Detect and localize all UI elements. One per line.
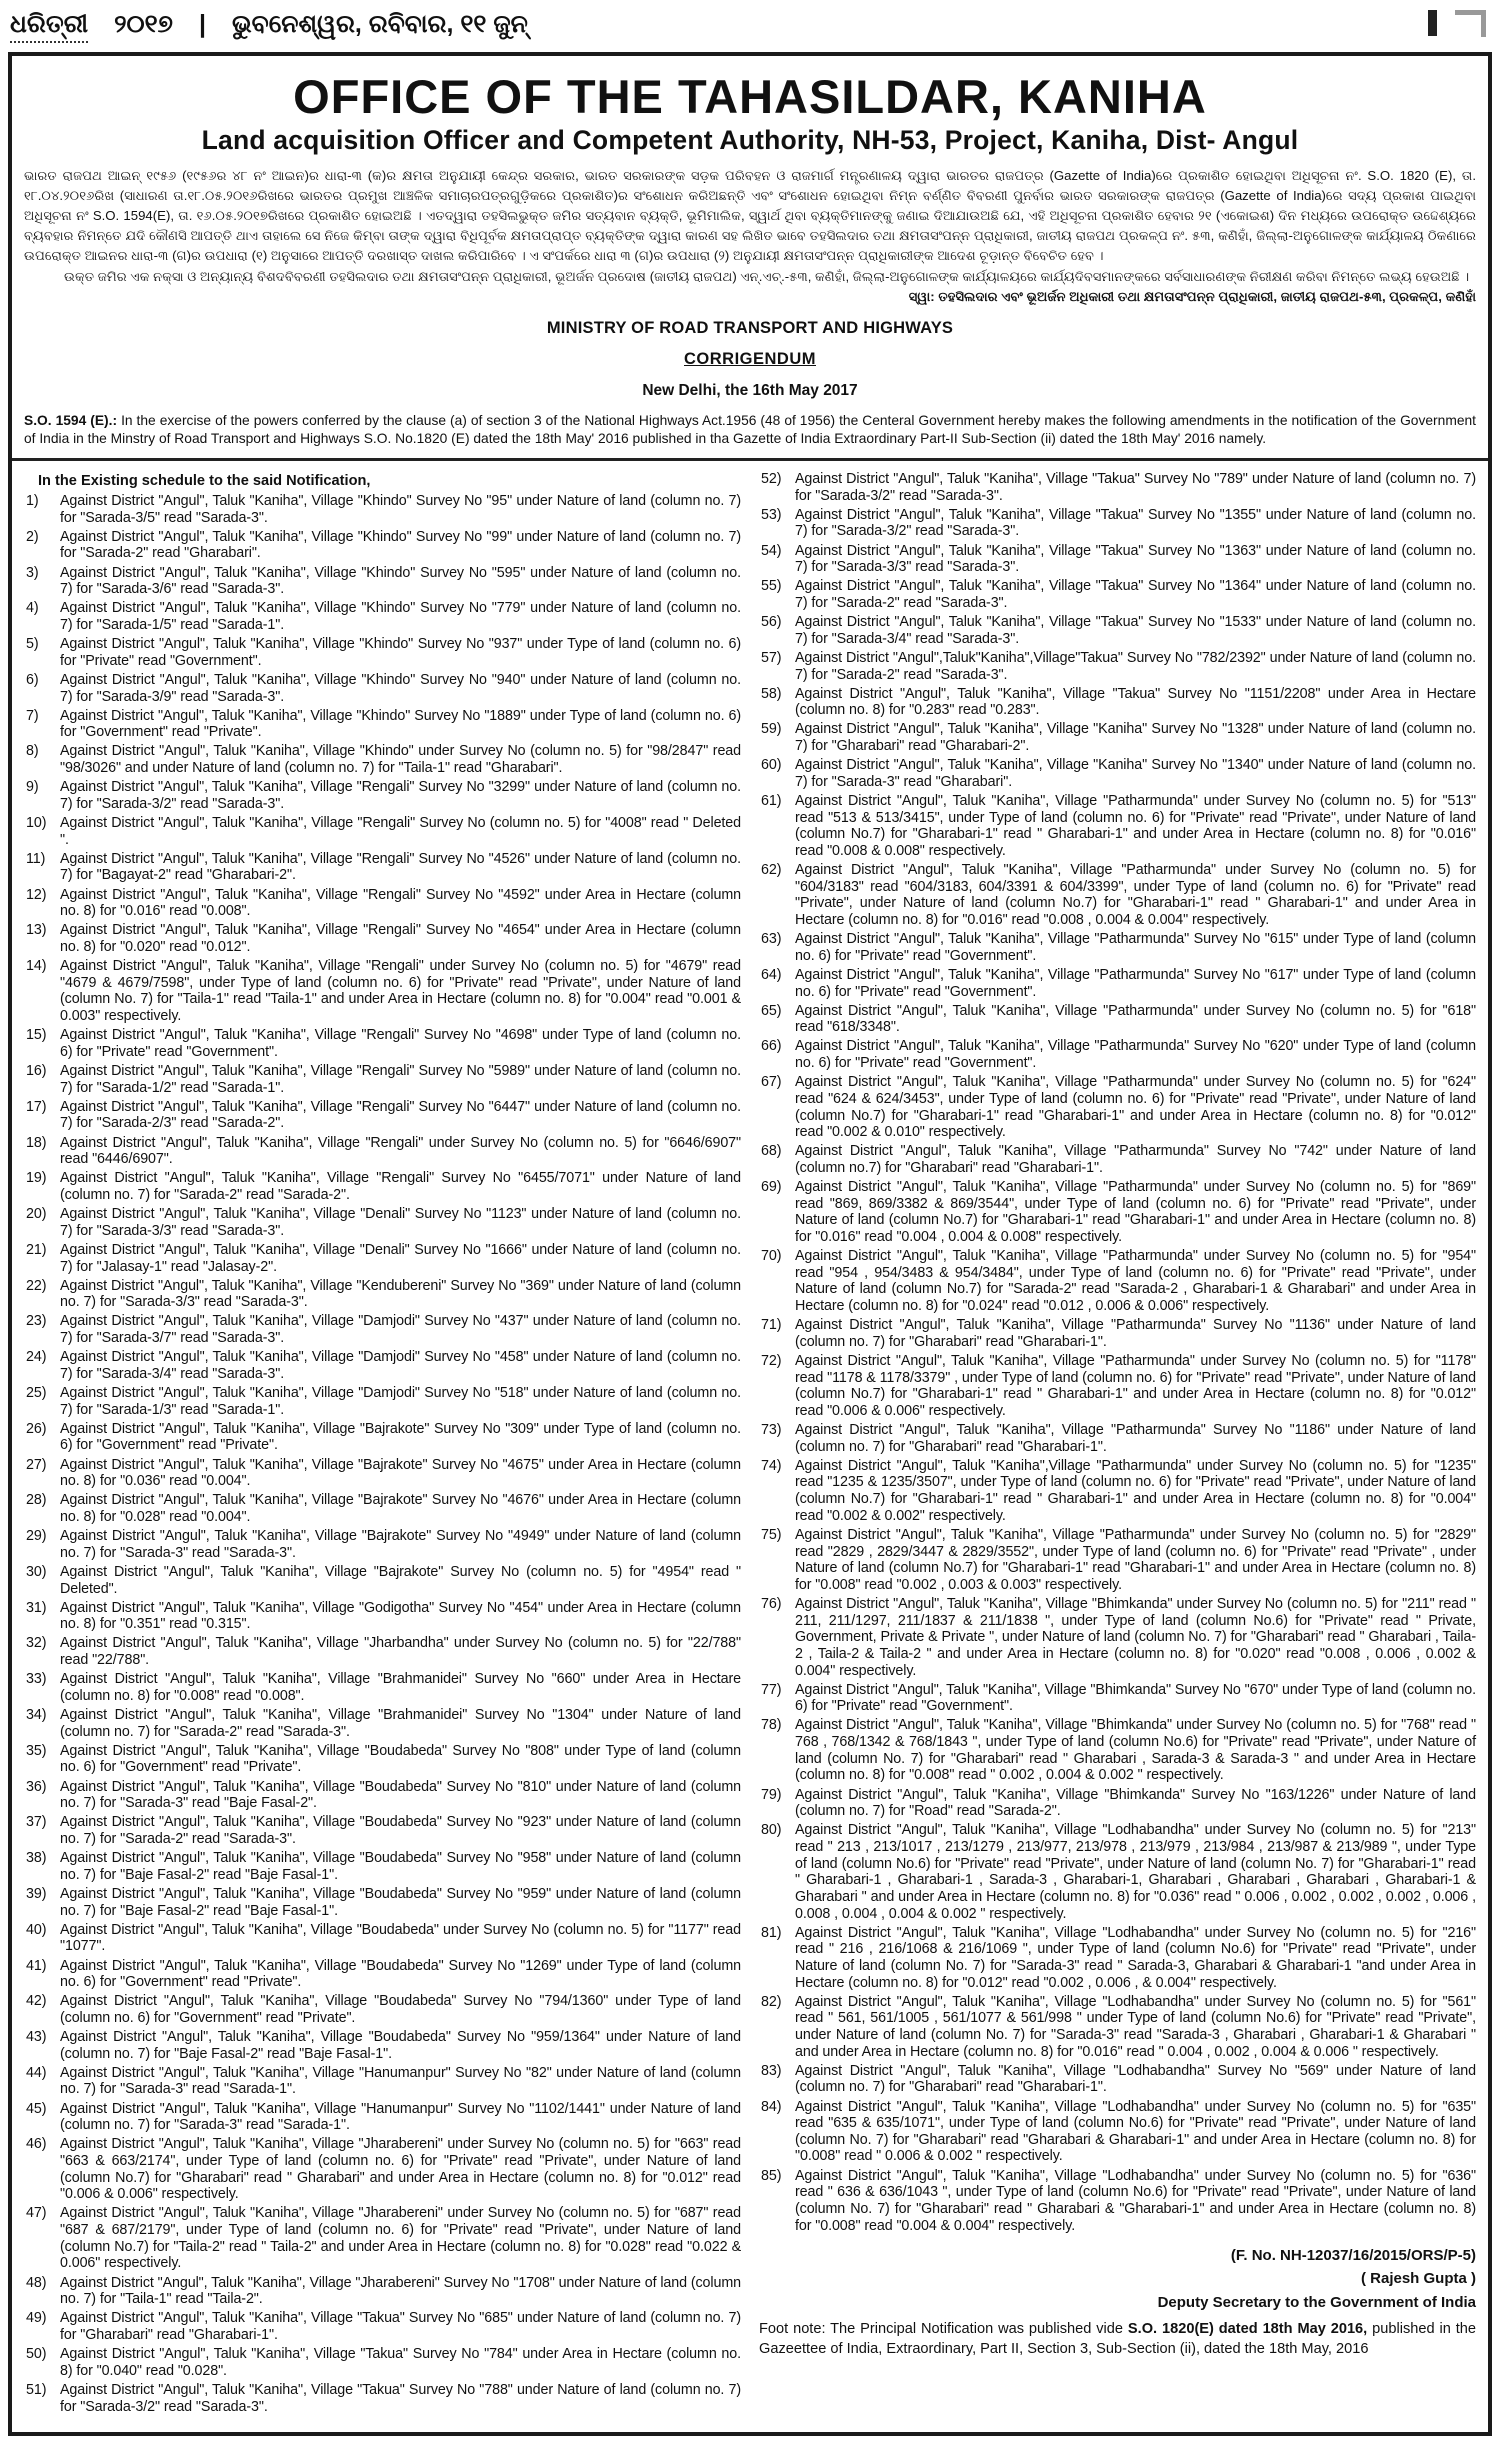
item-text: Against District "Angul",Taluk"Kaniha",Village"Takua" Survey No "782/2392" under Nature of land (column no. 7) for "Sarada-2" read "Sarada-3". xyxy=(795,649,1476,683)
foot-note xyxy=(759,2320,1476,2359)
item-text: Against District "Angul", Taluk "Kaniha", Village "Boudabeda" Survey No "923" under Nature of land (column no. 7) for "Sarada-2" read "Sarada-3". xyxy=(60,1814,741,1848)
list-item xyxy=(24,1421,741,1454)
item-number: 65) xyxy=(761,1002,782,1019)
item-text: Against District "Angul", Taluk "Kaniha", Village "Bajrakote" Survey No "4676" under Area in Hectare (column no. 8) for "0.028" read "0.004". xyxy=(60,1492,741,1525)
list-item xyxy=(759,686,1476,719)
list-item xyxy=(24,1313,741,1346)
newspaper-logo: ଧରିତ୍ରୀ xyxy=(10,10,88,43)
item-number: 58) xyxy=(761,685,782,702)
list-item xyxy=(759,1822,1476,1922)
list-item xyxy=(24,2101,741,2134)
item-number: 26) xyxy=(26,1420,47,1437)
item-number: 18) xyxy=(26,1134,47,1151)
item-number: 23) xyxy=(26,1313,47,1330)
list-item xyxy=(24,1993,741,2026)
item-number: 82) xyxy=(761,1993,782,2010)
item-text: Against District "Angul", Taluk "Kaniha", Village "Kendubereni" Survey No "369" under Nature of land (column no. 7) for "Sarada-3/3" read "Sarada-3". xyxy=(60,1277,741,1311)
item-number: 10) xyxy=(26,815,47,831)
signatory-name: ( Rajesh Gupta ) xyxy=(1360,2270,1476,2288)
item-text: Against District "Angul", Taluk "Kaniha", Village "Boudabeda" Survey No "959/1364" under Nature of land (column no. 7) for "Baje Fasal-2" read "Baje Fasal-1". xyxy=(60,2029,741,2062)
item-text: Against District "Angul", Taluk "Kaniha", Village "Takua" Survey No "784" under Area in Hectare (column no. 8) for "0.040" read "0.028". xyxy=(60,2346,741,2379)
item-number: 19) xyxy=(26,1170,47,1187)
item-text: Against District "Angul", Taluk "Kaniha", Village "Khindo" under Survey No (column no. 5) for "98/2847" read "98/3026" and under Nature of land (column no. 7) for "Taila-1" read "Gharabari". xyxy=(60,743,741,777)
list-item xyxy=(24,529,741,562)
item-number: 17) xyxy=(26,1098,47,1115)
item-number: 61) xyxy=(761,793,782,809)
item-number: 3) xyxy=(26,564,39,581)
list-item xyxy=(759,2099,1476,2166)
item-text: Against District "Angul", Taluk "Kaniha", Village "Khindo" Survey No "940" under Nature of land (column no. 7) for "Sarada-3/9" read "Sarada-3". xyxy=(60,671,741,705)
item-number: 75) xyxy=(761,1526,782,1543)
registration-corner-mark xyxy=(1455,10,1486,37)
ministry-heading: MINISTRY OF ROAD TRANSPORT AND HIGHWAYS xyxy=(546,319,954,338)
item-text: Against District "Angul", Taluk "Kaniha", Village "Patharmunda" under Survey No (column no. 5) for "1178" read "1178 & 1178/3379" , under Type of land (column no. 6) for "Private" read "Private", under Nature of land (column No.7) for "Gharabari-1" read " Gharabari-1" and under Area in Hectare (column no. 8) for "0.012" read "0.006 & 0.006" respectively. xyxy=(795,1353,1476,1419)
list-item xyxy=(24,1278,741,1311)
item-text: Against District "Angul", Taluk "Kaniha", Village "Bajrakote" Survey No "309" under Type of land (column no. 6) for "Government" read "Private". xyxy=(60,1420,741,1454)
item-number: 20) xyxy=(26,1206,47,1223)
item-number: 66) xyxy=(761,1038,782,1055)
list-item xyxy=(24,636,741,669)
item-number: 70) xyxy=(761,1248,782,1265)
list-item xyxy=(759,471,1476,504)
item-text: Against District "Angul", Taluk "Kaniha", Village "Damjodi" Survey No "458" under Nature of land (column no. 7) for "Sarada-3/4" read "Sarada-3". xyxy=(60,1349,741,1382)
item-text: Against District "Angul", Taluk "Kaniha", Village "Boudabeda" under Survey No (column no. 5) for "1177" read "1077". xyxy=(60,1921,741,1955)
item-number: 48) xyxy=(26,2274,47,2291)
odia-intro-paragraph: ଭାରତ ରାଜପଥ ଆଇନ୍ ୧୯୫୬ (୧୯୫୬ର ୪୮ ନଂ ଆଇନ)ର ଧାରା-୩ (କ)ର କ୍ଷମତା ଅନୁଯାୟୀ କେନ୍ଦ୍ର ସରକାର, ଭାରତ ସରକାରଙ୍କ ସଡ଼କ ପରିବହନ ଓ ରାଜମାର୍ଗ ମନ୍ତ୍ରଣାଳୟ ଦ୍ୱାରା ଭାରତର ରାଜପତ୍ର (Gazette of India)ରେ ପ୍ରକାଶିତ ହୋଇଥିବା ଅଧିସୂଚନା ନଂ. S.O. 1820 (E), ତା. ୧୮.୦୪.୨୦୧୬ରିଖ (ସାଧାରଣ ତା.୧୮.୦୫.୨୦୧୬ରିଖରେ ଭାରତର ପ୍ରମୁଖ ଆଞ୍ଚଳିକ ସମାଚାରପତ୍ରଗୁଡ଼ିକରେ ପ୍ରକାଶିତ)ର ସଂଶୋଧନ କରିଅଛନ୍ତି ଏବଂ ସଂଶୋଧନ ହୋଇଥିବା ନିମ୍ନ ବର୍ଣ୍ଣିତ ବିବରଣୀ ପୁନର୍ବାର ଭାରତ ସରକାରଙ୍କ ରାଜପତ୍ର (Gazette of India)ରେ ସଦ୍ୟ ପ୍ରକାଶ ପାଇଥିବା ଅଧିସୂଚନା ନଂ S.O. 1594(E), ତା. ୧୬.୦୫.୨୦୧୭ରିଖରେ ପ୍ରକାଶିତ ହୋଇଅଛି । ଏତଦ୍ୱାରା ତହସିଲଭୁକ୍ତ ଜମିର ସତ୍ୟବାନ ବ୍ୟକ୍ତି, ଭୂମିମାଲିକ, ସ୍ୱାର୍ଥ ଥିବା ବ୍ୟକ୍ତିମାନଙ୍କୁ ଜଣାଇ ଦିଆଯାଉଅଛି ଯେ, ଏହି ଅଧିସୂଚନା ପ୍ରକାଶିତ ହେବାର ୨୧ (ଏକୋଇଶ) ଦିନ ମଧ୍ୟରେ ଉପରୋକ୍ତ ଉଦ୍ଦେଶ୍ୟରେ ବ୍ୟବହାର ନିମନ୍ତେ ଯଦି କୌଣସି ଆପତ୍ତି ଥାଏ ତାହାଲେ ସେ ନିଜେ କିମ୍ବା ତାଙ୍କ ଦ୍ୱାରା ବିଧିପୂର୍ବକ କ୍ଷମତାପ୍ରାପ୍ତ ବ୍ୟକ୍ତିଙ୍କ ଦ୍ୱାରା କାରଣ ସହ ଲିଖିତ ଭାବେ ତହସିଲଦାର ତଥା କ୍ଷମତାସଂପନ୍ନ ପ୍ରାଧିକାରୀ, ଜାତୀୟ ରାଜପଥ ପ୍ରକଳ୍ପ ନଂ. ୫୩, କଣିହାଁ, ଜିଲ୍ଲା-ଅନୁଗୋଳଙ୍କ କାର୍ଯ୍ୟାଳୟ ଠିକଣାରେ ଉପରୋକ୍ତ ଆଇନର ଧାରା-୩ (ଗ)ର ଉପଧାରା (୧) ଅନୁସାରେ ଆପତ୍ତି ଦରଖାସ୍ତ ଦାଖଲ କରିପାରିବେ । ଏ ସଂପର୍କରେ ଧାରା ୩ (ଗ)ର ଉପଧାରା (୨) ଅନୁଯାୟୀ କ୍ଷମତାସଂପନ୍ନ ପ୍ରାଧିକାରୀଙ୍କ ଆଦେଶ ଚୂଡ଼ାନ୍ତ ବିବେଚିତ ହେବ । xyxy=(24,168,1476,263)
list-item xyxy=(759,507,1476,540)
item-text: Against District "Angul", Taluk "Kaniha", Village "Boudabeda" Survey No "958" under Nature of land (column no. 7) for "Baje Fasal-2" read "Baje Fasal-1". xyxy=(60,1850,741,1883)
list-item xyxy=(24,1635,741,1668)
list-item xyxy=(759,1353,1476,1420)
item-text: Against District "Angul", Taluk "Kaniha", Village "Hanumanpur" Survey No "82" under Nature of land (column no. 7) for "Sarada-3" read "Sarada-1". xyxy=(60,2064,741,2098)
item-number: 49) xyxy=(26,2310,47,2327)
item-number: 57) xyxy=(761,649,782,666)
item-text: Against District "Angul", Taluk "Kaniha", Village "Bhimkanda" Survey No "670" under Type of land (column no. 6) for "Private" read "Government". xyxy=(795,1681,1476,1715)
item-number: 80) xyxy=(761,1822,782,1839)
item-text: Against District "Angul", Taluk "Kaniha", Village "Khindo" Survey No "1889" under Type of land (column no. 6) for "Government" read "Private". xyxy=(60,707,741,741)
item-number: 52) xyxy=(761,470,782,487)
item-number: 74) xyxy=(761,1457,782,1474)
item-number: 16) xyxy=(26,1062,47,1079)
item-text: Against District "Angul", Taluk "Kaniha", Village "Patharmunda" under Survey No (column no. 5) for "604/3183" read "604/3183, 604/3391 & 604/3399", under Type of land (column no. 6) for "Private" read "Private", under Nature of land (column No.7) for "Gharabari-1" read " Gharabari-1" and under Area in Hectare (column no. 8) for "0.016" read "0.008 , 0.004 & 0.004" respectively. xyxy=(795,862,1476,928)
list-item xyxy=(759,1317,1476,1350)
list-item xyxy=(24,1707,741,1740)
item-number: 63) xyxy=(761,931,782,948)
item-number: 2) xyxy=(26,528,39,545)
item-number: 15) xyxy=(26,1027,47,1044)
list-item xyxy=(24,779,741,812)
corrigendum-heading: CORRIGENDUM xyxy=(684,350,816,369)
list-item xyxy=(759,721,1476,754)
item-text: Against District "Angul", Taluk "Kaniha", Village "Patharmunda" Survey No "615" under Type of land (column no. 6) for "Private" read "Government". xyxy=(795,931,1476,964)
signature-block xyxy=(759,2244,1476,2314)
item-number: 36) xyxy=(26,1778,47,1795)
masthead-page-number: ୨୦୧୭ xyxy=(114,10,173,38)
list-item xyxy=(759,757,1476,790)
list-item xyxy=(759,2168,1476,2235)
list-item xyxy=(24,493,741,526)
list-item xyxy=(24,743,741,776)
list-item xyxy=(759,1925,1476,1992)
item-number: 40) xyxy=(26,1921,47,1938)
item-text: Against District "Angul", Taluk "Kaniha", Village "Takua" Survey No "789" under Nature of land (column no. 7) for "Sarada-3/2" read "Sarada-3". xyxy=(795,470,1476,504)
item-number: 7) xyxy=(26,707,39,724)
list-item xyxy=(24,1457,741,1490)
item-text: Against District "Angul", Taluk "Kaniha", Village "Rengali" Survey No "4592" under Area in Hectare (column no. 8) for "0.016" read "0.008". xyxy=(60,886,741,920)
notice-frame xyxy=(8,52,1492,2436)
item-text: Against District "Angul", Taluk "Kaniha", Village "Lodhabandha" under Survey No (column no. 5) for "213" read " 213 , 213/1017 , 213/1279 , 213/977, 213/978 , 213/979 , 213/984 , 213/987 & 213/989 ", under Type of land (column No.6) for "Private" read "Private", under Nature of land (column No. 7) for "Gharabari-1" read " Gharabari-1 , Gharabari-1 , Sarada-3 , Gharabari-1, Gharabari , Gharabari , Gharabari , Gharabari-1 & Gharabari " and under Area in Hectare (column no. 8) for "0.036" read " 0.006 , 0.002 , 0.002 , 0.002 , 0.006 , 0.008 , 0.004 , 0.004 & 0.002 " respectively. xyxy=(795,1822,1476,1922)
item-number: 34) xyxy=(26,1707,47,1724)
item-number: 46) xyxy=(26,2136,47,2153)
item-text: Against District "Angul", Taluk "Kaniha", Village "Khindo" Survey No "937" under Type of land (column no. 6) for "Private" read "Government". xyxy=(60,636,741,669)
item-text: Against District "Angul", Taluk "Kaniha", Village "Lodhabandha" under Survey No (column no. 5) for "636" read " 636 & 636/1043 ", under Type of land (column No.6) for "Private" read "Private", under Nature of land (column No. 7) for "Gharabari" read " Gharabari & "Gharabari-1" and under Area in Hectare (column no. 8) for "0.008" read "0.004 & 0.004" respectively. xyxy=(795,2167,1476,2234)
list-item xyxy=(24,708,741,741)
item-text: Against District "Angul", Taluk "Kaniha", Village "Patharmunda" Survey No "1136" under Nature of land (column no. 7) for "Gharabari" read "Gharabari-1". xyxy=(795,1317,1476,1350)
item-number: 22) xyxy=(26,1277,47,1294)
item-number: 47) xyxy=(26,2205,47,2222)
section-divider xyxy=(12,458,1488,461)
list-item xyxy=(24,815,741,848)
list-item xyxy=(24,851,741,884)
item-text: Against District "Angul", Taluk "Kaniha", Village "Rengali" Survey No "4654" under Area in Hectare (column no. 8) for "0.020" read "0.012". xyxy=(60,922,741,955)
item-number: 14) xyxy=(26,958,47,975)
list-item xyxy=(24,1027,741,1060)
list-item xyxy=(24,672,741,705)
item-text: Against District "Angul", Taluk "Kaniha", Village "Patharmunda" Survey No "742" under Nature of land (column no.7) for "Gharabari" read "Gharabari-1". xyxy=(795,1143,1476,1176)
item-number: 30) xyxy=(26,1563,47,1580)
item-text: Against District "Angul", Taluk "Kaniha", Village "Rengali" Survey No "4698" under Type of land (column no. 6) for "Private" read "Government". xyxy=(60,1027,741,1060)
item-text: Against District "Angul", Taluk "Kaniha", Village "Rengali" Survey No "3299" under Nature of land (column no. 7) for "Sarada-3/2" read "Sarada-3". xyxy=(60,779,741,812)
item-text: Against District "Angul", Taluk "Kaniha", Village "Lodhabandha" under Survey No (column no. 5) for "216" read " 216 , 216/1068 & 216/1069 ", under Type of land (column No.6) for "Private" read "Private", under Nature of land (column No. 7) for "Sarada-3" read " Sarada-3, Gharabari & Gharabari-1 "and under Area in Hectare (column no. 8) for "0.012" read "0.002 , 0.006 , & 0.004" respectively. xyxy=(795,1924,1476,1991)
list-item xyxy=(24,1886,741,1919)
two-column-body xyxy=(24,471,1476,2418)
list-item xyxy=(759,1074,1476,1141)
item-text: Against District "Angul", Taluk "Kaniha", Village "Rengali" under Survey No (column no. 5) for "6646/6907" read "6446/6907". xyxy=(60,1134,741,1168)
list-item xyxy=(24,1170,741,1203)
item-number: 81) xyxy=(761,1924,782,1941)
item-number: 8) xyxy=(26,743,39,760)
list-item xyxy=(24,600,741,633)
item-text: Against District "Angul", Taluk "Kaniha", Village "Rengali" Survey No (column no. 5) for "4008" read " Deleted ". xyxy=(60,815,741,848)
item-text: Against District "Angul", Taluk "Kaniha", Village "Patharmunda" under Survey No (column no. 5) for "2829" read "2829 , 2829/3447 & 2829/3552", under Type of land (column no. 6) for "Private" read "Private" , under Nature of land (column No.7) for "Gharabari-1" read "Gharabari-1" and under Area in Hectare (column no. 8) for "0.008" read "0.002 , 0.003 & 0.003" respectively. xyxy=(795,1526,1476,1593)
schedule-heading: In the Existing schedule to the said Notification, xyxy=(38,472,371,489)
left-column xyxy=(24,471,741,2418)
item-number: 41) xyxy=(26,1957,47,1974)
list-item xyxy=(759,1787,1476,1820)
item-number: 37) xyxy=(26,1814,47,1831)
list-item xyxy=(24,1564,741,1597)
list-item xyxy=(759,614,1476,647)
list-item xyxy=(24,2065,741,2098)
list-item xyxy=(24,2205,741,2272)
item-text: Against District "Angul", Taluk "Kaniha", Village "Boudabeda" Survey No "794/1360" under Type of land (column no. 6) for "Government" read "Private". xyxy=(60,1993,741,2026)
item-text: Against District "Angul", Taluk "Kaniha", Village "Damjodi" Survey No "437" under Nature of land (column no. 7) for "Sarada-3/7" read "Sarada-3". xyxy=(60,1313,741,1347)
item-text: Against District "Angul", Taluk "Kaniha", Village "Bhimkanda" under Survey No (column no. 5) for "768" read " 768 , 768/1342 & 768/1843 ", under Type of land (column No.6) for "Private" read "Private", under Nature of land (column No. 7) for "Gharabari" read " Gharabari , Sarada-3 & Sarada-3 " and under Area in Hectare (column no. 8) for "0.008" read " 0.002 , 0.004 & 0.002 " respectively. xyxy=(795,1717,1476,1784)
item-number: 69) xyxy=(761,1179,782,1196)
list-item xyxy=(759,1179,1476,1246)
list-item xyxy=(24,922,741,955)
item-text: Against District "Angul", Taluk "Kaniha", Village "Patharmunda" under Survey No (column no. 5) for "954" read "954 , 954/3483 & 954/3484", under Type of land (column no. 6) for "Private" read "Private", under Nature of land (column No.7) for "Sarada-2" read "Sarada-2 , Gharabari-1 & Gharabari" and under Area in Hectare (column no. 8) for "0.024" read "0.012 , 0.006 & 0.006" respectively. xyxy=(795,1248,1476,1315)
item-text: Against District "Angul", Taluk "Kaniha", Village "Lodhabandha" under Survey No (column no. 5) for "561" read " 561, 561/1005 , 561/1077 & 561/998 " under Type of land (column No.6) for "Private" read "Private", under Nature of land (column No. 7) for "Sarada-3" read "Sarada-3 , Gharabari , Gharabari-1 & Gharabari " and under Area in Hectare (column no. 8) for "0.016" read " 0.004 , 0.002 , 0.004 & 0.006 " respectively. xyxy=(795,1993,1476,2060)
item-text: Against District "Angul", Taluk "Kaniha", Village "Takua" Survey No "1364" under Nature of land (column no. 7) for "Sarada-2" read "Sarada-3". xyxy=(795,578,1476,611)
item-number: 21) xyxy=(26,1241,47,1258)
item-text: Against District "Angul", Taluk "Kaniha", Village "Rengali" Survey No "6455/7071" under Nature of land (column no. 7) for "Sarada-2" read "Sarada-2". xyxy=(60,1170,741,1203)
list-item xyxy=(759,1682,1476,1715)
item-number: 77) xyxy=(761,1681,782,1698)
odia-signature-line: ସ୍ୱା: ତହସିଲଦାର ଏବଂ ଭୂଅର୍ଜନ ଅଧିକାରୀ ତଥା କ୍ଷମତାସଂପନ୍ନ ପ୍ରାଧିକାରୀ, ଜାତୀୟ ରାଜପଥ-୫୩, ପ୍ରକଳ୍ପ, କଣିହାଁ xyxy=(908,289,1476,305)
odia-second-paragraph: ଉକ୍ତ ଜମିର ଏକ ନକ୍ସା ଓ ଅନ୍ୟାନ୍ୟ ବିଶଦବିବରଣୀ ତହସିଲଦାର ତଥା କ୍ଷମତାସଂପନ୍ନ ପ୍ରାଧିକାରୀ, ଭୂଅର୍ଜନ ପ୍ରଦୋଷ (ଜାତୀୟ ରାଜପଥ) ଏନ୍.ଏଚ୍.-୫୩, କଣିହାଁ, ଜିଲ୍ଲା-ଅନୁଗୋଳଙ୍କ କାର୍ଯ୍ୟାଳୟରେ କାର୍ଯ୍ୟଦିବସମାନଙ୍କରେ ସର୍ବସାଧାରଣଙ୍କ ନିରୀକ୍ଷଣ କରିବା ନିମନ୍ତେ ଲଭ୍ୟ ହେଉଅଛି । xyxy=(64,269,1470,285)
item-number: 71) xyxy=(761,1317,782,1334)
item-text: Against District "Angul", Taluk "Kaniha", Village "Jharabereni" under Survey No (column no. 5) for "687" read "687 & 687/2179", under Type of land (column no. 6) for "Private" read "Private", under Nature of land (column No.7) for "Taila-2" read " Taila-2" and under Area in Hectare (column no. 8) for "0.028" read "0.022 & 0.006" respectively. xyxy=(60,2205,741,2272)
item-text: Against District "Angul", Taluk "Kaniha", Village "Patharmunda" under Survey No (column no. 5) for "624" read "624 & 624/3453", under Type of land (column no. 6) for "Private" read "Private", under Nature of land (column No.7) for "Gharabari-1" read "Gharabari-1" and under Area in Hectare (column no. 8) for "0.012" read "0.002 & 0.010" respectively. xyxy=(795,1074,1476,1141)
item-text: Against District "Angul", Taluk "Kaniha", Village "Lodhabandha" under Survey No (column no. 5) for "635" read "635 & 635/1071", under Type of land (column No.6) for "Private" read "Private", under Nature of land (column No. 7) for "Gharabari" read "Gharabari & Gharabari-1" and under Area in Hectare (column no. 8) for "0.008" read " 0.006 & 0.002 " respectively. xyxy=(795,2098,1476,2165)
foot-note-text: Foot note: The Principal Notification was published vide xyxy=(759,2320,1128,2337)
list-item xyxy=(24,1850,741,1883)
item-text: Against District "Angul", Taluk "Kaniha", Village "Rengali" Survey No "5989" under Nature of land (column no. 7) for "Sarada-1/2" read "Sarada-1". xyxy=(60,1062,741,1096)
item-number: 6) xyxy=(26,671,39,688)
item-text: Against District "Angul", Taluk "Kaniha", Village "Takua" Survey No "685" under Nature of land (column no. 7) for "Gharabari" read "Gharabari-1". xyxy=(60,2310,741,2343)
item-text: Against District "Angul", Taluk "Kaniha", Village "Patharmunda" Survey No "1186" under Nature of land (column no. 7) for "Gharabari" read "Gharabari-1". xyxy=(795,1422,1476,1455)
item-text: Against District "Angul", Taluk "Kaniha", Village "Patharmunda" under Survey No (column no. 5) for "618" read "618/3348". xyxy=(795,1002,1476,1036)
item-number: 53) xyxy=(761,506,782,523)
item-text: Against District "Angul", Taluk "Kaniha", Village "Rengali" Survey No "6447" under Nature of land (column no. 7) for "Sarada-2/3" read "Sarada-2". xyxy=(60,1098,741,1132)
list-item xyxy=(759,2063,1476,2096)
item-number: 72) xyxy=(761,1353,782,1369)
so-intro-text: In the exercise of the powers conferred by the clause (a) of section 3 of the National Highways Act.1956 (48 of 1956) the Centeral Government hereby makes the following amendments in the notification of the Government of India in the Minstry of Road Transport and Highways S.O. No.1820 (E) dated the 18th May' 2016 published in tha Gazette of India Extraordinary Part-II Sub-Section (ii) dated the 18th May' 2016 namely. xyxy=(24,413,1476,447)
item-number: 55) xyxy=(761,578,782,595)
item-number: 64) xyxy=(761,966,782,983)
foot-note-bold-text: S.O. 1820(E) dated 18th May 2016, xyxy=(1127,2320,1368,2337)
item-text: Against District "Angul", Taluk "Kaniha", Village "Boudabeda" Survey No "810" under Nature of land (column no. 7) for "Sarada-3" read "Baje Fasal-2". xyxy=(60,1778,741,1812)
list-item xyxy=(24,1099,741,1132)
item-number: 39) xyxy=(26,1885,47,1902)
item-text: Against District "Angul", Taluk "Kaniha", Village "Takua" Survey No "1151/2208" under Area in Hectare (column no. 8) for "0.283" read "0.283". xyxy=(795,685,1476,719)
list-item xyxy=(759,1038,1476,1071)
list-item xyxy=(24,1814,741,1847)
list-item xyxy=(24,1385,741,1418)
item-number: 50) xyxy=(26,2346,47,2363)
list-item xyxy=(759,650,1476,683)
item-number: 78) xyxy=(761,1717,782,1734)
item-number: 56) xyxy=(761,614,782,631)
item-number: 25) xyxy=(26,1385,47,1401)
registration-bar-mark xyxy=(1428,10,1437,36)
item-text: Against District "Angul", Taluk "Kaniha", Village "Bajrakote" Survey No (column no. 5) for "4954" read " Deleted". xyxy=(60,1563,741,1597)
list-item xyxy=(759,1596,1476,1679)
item-text: Against District "Angul", Taluk "Kaniha", Village "Patharmunda" under Survey No (column no. 5) for "869" read "869, 869/3382 & 869/3544", under Type of land (column no. 6) for "Private" read "Private", under Nature of land (column No.7) for "Gharabari-1" read "Gharabari-1" and under Area in Hectare (column no. 8) for "0.016" read "0.004 , 0.004 & 0.008" respectively. xyxy=(795,1179,1476,1246)
place-date-line: New Delhi, the 16th May 2017 xyxy=(642,382,858,400)
masthead-separator: | xyxy=(199,10,206,38)
amendment-list-right xyxy=(759,471,1476,2234)
item-number: 73) xyxy=(761,1422,782,1439)
item-text: Against District "Angul", Taluk "Kaniha", Village "Godigotha" Survey No "454" under Area in Hectare (column no. 8) for "0.351" read "0.315". xyxy=(60,1599,741,1633)
list-item xyxy=(759,1994,1476,2061)
item-number: 35) xyxy=(26,1742,47,1759)
item-text: Against District "Angul", Taluk "Kaniha", Village "Takua" Survey No "1355" under Nature of land (column no. 7) for "Sarada-3/2" read "Sarada-3". xyxy=(795,506,1476,540)
list-item xyxy=(24,1206,741,1239)
item-text: Against District "Angul", Taluk "Kaniha", Village "Bhimkanda" Survey No "163/1226" under Nature of land (column no. 7) for "Road" read "Sarada-2". xyxy=(795,1786,1476,1820)
item-number: 62) xyxy=(761,862,782,879)
item-number: 13) xyxy=(26,922,47,939)
item-text: Against District "Angul", Taluk "Kaniha", Village "Kaniha" Survey No "1328" under Nature of land (column no. 7) for "Gharabari" read "Gharabari-2". xyxy=(795,721,1476,755)
item-text: Against District "Angul", Taluk "Kaniha", Village "Takua" Survey No "788" under Nature of land (column no. 7) for "Sarada-3/2" read "Sarada-3". xyxy=(60,2381,741,2415)
list-item xyxy=(759,1458,1476,1525)
list-item xyxy=(759,931,1476,964)
item-number: 84) xyxy=(761,2098,782,2115)
list-item xyxy=(759,543,1476,576)
item-text: Against District "Angul", Taluk "Kaniha", Village "Brahmanidei" Survey No "1304" under Nature of land (column no. 7) for "Sarada-2" read "Sarada-3". xyxy=(60,1707,741,1740)
list-item xyxy=(24,2136,741,2203)
list-item xyxy=(24,958,741,1025)
registration-marks xyxy=(1428,10,1486,37)
item-text: Against District "Angul", Taluk "Kaniha", Village "Brahmanidei" Survey No "660" under Area in Hectare (column no. 8) for "0.008" read "0.008". xyxy=(60,1671,741,1704)
item-number: 27) xyxy=(26,1456,47,1473)
item-number: 1) xyxy=(26,492,39,509)
item-text: Against District "Angul", Taluk "Kaniha", Village "Takua" Survey No "1363" under Nature of land (column no. 7) for "Sarada-3/3" read "Sarada-3". xyxy=(795,542,1476,576)
item-number: 83) xyxy=(761,2062,782,2079)
item-number: 28) xyxy=(26,1492,47,1509)
so-number-label: S.O. 1594 (E).: xyxy=(24,413,118,429)
item-number: 9) xyxy=(26,779,39,796)
list-item xyxy=(24,565,741,598)
list-item xyxy=(24,1779,741,1812)
list-item xyxy=(24,1135,741,1168)
item-number: 60) xyxy=(761,757,782,774)
list-item xyxy=(24,2029,741,2062)
item-number: 24) xyxy=(26,1349,47,1366)
item-number: 45) xyxy=(26,2100,47,2117)
item-text: Against District "Angul", Taluk "Kaniha", Village "Patharmunda" Survey No "617" under Type of land (column no. 6) for "Private" read "Government". xyxy=(795,966,1476,1000)
list-item xyxy=(24,1528,741,1561)
page-subtitle: Land acquisition Officer and Competent Authority, NH-53, Project, Kaniha, Dist- Angul xyxy=(201,125,1299,156)
item-text: Against District "Angul", Taluk "Kaniha", Village "Rengali" Survey No "4526" under Nature of land (column no. 7) for "Bagayat-2" read "Gharabari-2". xyxy=(60,850,741,884)
item-text: Against District "Angul", Taluk "Kaniha", Village "Jharabereni" Survey No "1708" under Nature of land (column no. 7) for "Taila-1" read "Taila-2". xyxy=(60,2274,741,2308)
item-text: Against District "Angul", Taluk "Kaniha", Village "Rengali" under Survey No (column no. 5) for "4679" read "4679 & 4679/7598", under Type of land (column no. 6) for "Private" read "Private", under Nature of land (column No. 7) for "Taila-1" read "Taila-1" and under Area in Hectare (column no. 8) for "0.004" read "0.001 & 0.003" respectively. xyxy=(60,958,741,1025)
item-number: 12) xyxy=(26,886,47,903)
item-text: Against District "Angul", Taluk "Kaniha", Village "Jharbandha" under Survey No (column no. 5) for "22/788" read "22/788". xyxy=(60,1635,741,1669)
item-text: Against District "Angul", Taluk "Kaniha", Village "Patharmunda" Survey No "620" under Type of land (column no. 6) for "Private" read "Government". xyxy=(795,1038,1476,1072)
amendment-list-left xyxy=(24,493,741,2415)
list-item xyxy=(759,1422,1476,1455)
list-item xyxy=(759,862,1476,929)
list-item xyxy=(24,2382,741,2415)
item-text: Against District "Angul", Taluk "Kaniha", Village "Boudabeda" Survey No "1269" under Type of land (column no. 6) for "Government" read "Private". xyxy=(60,1957,741,1991)
item-text: Against District "Angul", Taluk "Kaniha", Village "Denali" Survey No "1666" under Nature of land (column no. 7) for "Jalasay-1" read "Jalasay-2". xyxy=(60,1241,741,1275)
item-text: Against District "Angul", Taluk "Kaniha", Village "Hanumanpur" Survey No "1102/1441" under Nature of land (column no. 7) for "Sarada-3" read "Sarada-1". xyxy=(60,2100,741,2134)
foot-note-suffix-text: published in the Gazeettee of India, Extraordinary, Part II, Section 3, Sub-Section (ii), dated the 18th May, 2016 xyxy=(759,2320,1476,2357)
list-item xyxy=(759,1003,1476,1036)
list-item xyxy=(24,1958,741,1991)
list-item xyxy=(24,1600,741,1633)
list-item xyxy=(759,578,1476,611)
item-text: Against District "Angul", Taluk "Kaniha", Village "Khindo" Survey No "95" under Nature of land (column no. 7) for "Sarada-3/5" read "Sarada-3". xyxy=(60,492,741,526)
list-item xyxy=(24,2346,741,2379)
item-text: Against District "Angul", Taluk "Kaniha", Village "Lodhabandha" Survey No "569" under Nature of land (column no. 7) for "Gharabari" read "Gharabari-1". xyxy=(795,2062,1476,2096)
item-number: 67) xyxy=(761,1074,782,1091)
list-item xyxy=(24,1063,741,1096)
item-text: Against District "Angul", Taluk "Kaniha", Village "Kaniha" Survey No "1340" under Nature of land (column no. 7) for "Sarada-3" read "Gharabari". xyxy=(795,757,1476,790)
item-number: 44) xyxy=(26,2064,47,2081)
item-number: 79) xyxy=(761,1786,782,1803)
item-number: 42) xyxy=(26,1993,47,2010)
list-item xyxy=(759,1717,1476,1784)
item-text: Against District "Angul", Taluk "Kaniha", Village "Bajrakote" Survey No "4949" under Nature of land (column no. 7) for "Sarada-3" read "Sarada-3". xyxy=(60,1528,741,1561)
item-number: 38) xyxy=(26,1850,47,1867)
item-text: Against District "Angul", Taluk "Kaniha", Village "Bajrakote" Survey No "4675" under Area in Hectare (column no. 8) for "0.036" read "0.004". xyxy=(60,1456,741,1490)
item-text: Against District "Angul", Taluk "Kaniha", Village "Damjodi" Survey No "518" under Nature of land (column no. 7) for "Sarada-1/3" read "Sarada-1". xyxy=(60,1385,741,1418)
masthead-dateline: ଭୁବନେଶ୍ୱର, ରବିବାର, ୧୧ ଜୁନ୍ xyxy=(232,10,528,38)
item-text: Against District "Angul", Taluk "Kaniha", Village "Bhimkanda" under Survey No (column no. 5) for "211" read " 211, 211/1297, 211/1837 & 211/1838 ", under Type of land (column No.6) for "Private" read " Private, Government, Private & Private ", under Nature of land (column No. 7) for "Gharabari" read " Gharabari , Taila-2 , Taila-2 & Taila-2 " and under Area in Hectare (column no. 8) for "0.020" read "0.008 , 0.006 , 0.002 & 0.004" respectively. xyxy=(795,1595,1476,1679)
item-text: Against District "Angul", Taluk "Kaniha", Village "Denali" Survey No "1123" under Nature of land (column no. 7) for "Sarada-3/3" read "Sarada-3". xyxy=(60,1206,741,1239)
item-text: Against District "Angul", Taluk "Kaniha", Village "Takua" Survey No "1533" under Nature of land (column no. 7) for "Sarada-3/4" read "Sarada-3". xyxy=(795,614,1476,647)
list-item xyxy=(24,1492,741,1525)
item-text: Against District "Angul", Taluk "Kaniha", Village "Boudabeda" Survey No "808" under Type of land (column no. 6) for "Government" read "Private". xyxy=(60,1742,741,1776)
item-text: Against District "Angul", Taluk "Kaniha", Village "Khindo" Survey No "779" under Nature of land (column no. 7) for "Sarada-1/5" read "Sarada-1". xyxy=(60,600,741,633)
item-text: Against District "Angul", Taluk "Kaniha", Village "Khindo" Survey No "99" under Nature of land (column no. 7) for "Sarada-2" read "Gharabari". xyxy=(60,528,741,562)
item-text: Against District "Angul", Taluk "Kaniha", Village "Khindo" Survey No "595" under Nature of land (column no. 7) for "Sarada-3/6" read "Sarada-3". xyxy=(60,564,741,598)
item-number: 5) xyxy=(26,636,39,653)
file-number: (F. No. NH-12037/16/2015/ORS/P-5) xyxy=(1230,2247,1476,2265)
item-number: 51) xyxy=(26,2381,47,2398)
item-text: Against District "Angul", Taluk "Kaniha", Village "Jharabereni" under Survey No (column no. 5) for "663" read "663 & 663/2174", under Type of land (column no. 6) for "Private" read "Private", under Nature of land (column No.7) for "Gharabari" read " Gharabari" and under Area in Hectare (column no. 8) for "0.012" read "0.006 & 0.006" respectively. xyxy=(60,2136,741,2203)
signatory-designation: Deputy Secretary to the Government of India xyxy=(1157,2293,1476,2311)
item-number: 33) xyxy=(26,1671,47,1688)
list-item xyxy=(24,1349,741,1382)
item-text: Against District "Angul", Taluk "Kaniha", Village "Boudabeda" Survey No "959" under Nature of land (column no. 7) for "Baje Fasal-2" read "Baje Fasal-1". xyxy=(60,1885,741,1919)
list-item xyxy=(24,1671,741,1704)
item-number: 31) xyxy=(26,1599,47,1616)
item-number: 29) xyxy=(26,1528,47,1545)
item-number: 68) xyxy=(761,1143,782,1160)
item-number: 54) xyxy=(761,542,782,559)
page-title: OFFICE OF THE TAHASILDAR, KANIHA xyxy=(293,70,1207,123)
item-number: 32) xyxy=(26,1635,47,1652)
list-item xyxy=(24,1743,741,1776)
item-number: 43) xyxy=(26,2029,47,2046)
item-text: Against District "Angul", Taluk "Kaniha", Village "Patharmunda" under Survey No (column no. 5) for "513" read "513 & 513/3415", under Type of land (column no. 6) for "Private" read "Private", under Nature of land (column No.7) for "Gharabari-1" read " Gharabari-1" and under Area in Hectare (column no. 8) for "0.016" read "0.008 & 0.008" respectively. xyxy=(795,793,1476,859)
item-number: 59) xyxy=(761,721,782,738)
item-number: 76) xyxy=(761,1595,782,1612)
list-item xyxy=(24,2275,741,2308)
list-item xyxy=(759,793,1476,860)
list-item xyxy=(24,1242,741,1275)
newspaper-masthead xyxy=(0,0,1500,52)
list-item xyxy=(759,1248,1476,1315)
item-number: 85) xyxy=(761,2167,782,2184)
list-item xyxy=(24,1922,741,1955)
item-number: 4) xyxy=(26,600,39,617)
item-number: 11) xyxy=(26,850,46,867)
list-item xyxy=(759,967,1476,1000)
right-column xyxy=(759,471,1476,2418)
list-item xyxy=(759,1143,1476,1176)
list-item xyxy=(759,1527,1476,1594)
so-intro-paragraph xyxy=(24,412,1476,448)
list-item xyxy=(24,887,741,920)
item-text: Against District "Angul", Taluk "Kaniha",Village "Patharmunda" under Survey No (column no. 5) for "1235" read "1235 & 1235/3507", under Type of land (column no. 6) for "Private" read "Private", under Nature of land (column No.7) for "Gharabari-1" read " Gharabari-1" and under Area in Hectare (column no. 8) for "0.004" read "0.002 & 0.002" respectively. xyxy=(795,1457,1476,1524)
